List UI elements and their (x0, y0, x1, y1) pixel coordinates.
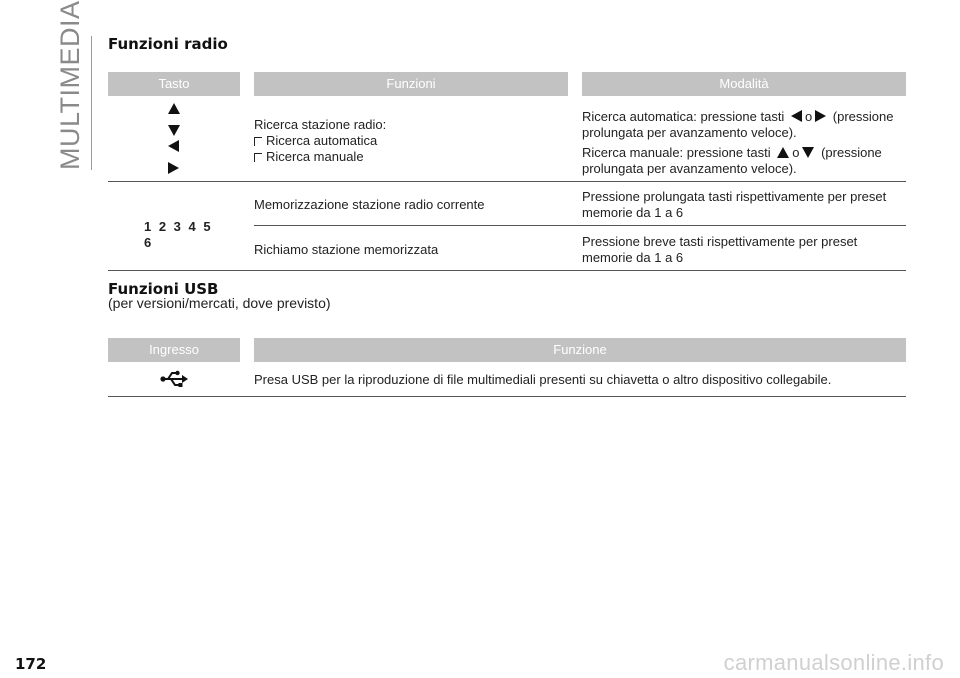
arrow-down-icon (168, 125, 180, 136)
bullet-icon (254, 137, 262, 146)
row-divider (254, 225, 906, 226)
page-number: 172 (15, 655, 47, 673)
usb-icon (160, 370, 188, 393)
store-station-function: Memorizzazione stazione radio corrente (254, 197, 485, 212)
section-side-label: MULTIMEDIA (55, 0, 85, 170)
search-functions (254, 117, 554, 165)
arrow-left-icon (791, 110, 802, 122)
arrow-left-icon (168, 140, 179, 152)
header-funzioni: Funzioni (386, 76, 436, 91)
bullet-icon (254, 153, 262, 162)
usb-section-title: Funzioni USB (108, 280, 219, 298)
mode-manual: Ricerca manuale: pressione tasti o (pressione prolungata per avanzamento veloce). (582, 145, 882, 176)
header-modalita: Modalità (719, 76, 769, 91)
search-item-manual: Ricerca manuale (254, 149, 554, 165)
arrow-up-icon (168, 103, 180, 114)
mode-auto: Ricerca automatica: pressione tasti o (pressione prolungata per avanzamento veloce). (582, 109, 894, 140)
store-station-mode: Pressione prolungata tasti rispettivamente per preset memorie da 1 a 6 (582, 189, 887, 220)
recall-station-mode: Pressione breve tasti rispettivamente per preset memorie da 1 a 6 (582, 234, 858, 265)
watermark: carmanualsonline.info (723, 650, 944, 675)
header-ingresso: Ingresso (149, 342, 199, 357)
table-bottom-rule (108, 396, 906, 397)
search-item-auto: Ricerca automatica (254, 133, 554, 149)
radio-section-title: Funzioni radio (108, 35, 228, 53)
header-tasto: Tasto (158, 76, 190, 91)
arrow-right-icon (168, 162, 179, 174)
usb-table-header (108, 338, 906, 362)
header-funzione: Funzione (553, 342, 607, 357)
usb-function: Presa USB per la riproduzione di file multimediali presenti su chiavetta o altro dispositivo collegabile. (254, 372, 832, 387)
side-divider (91, 36, 92, 170)
usb-subtitle: (per versioni/mercati, dove previsto) (108, 295, 331, 311)
recall-station-function: Richiamo stazione memorizzata (254, 242, 439, 257)
radio-table-header (108, 72, 906, 96)
search-intro: Ricerca stazione radio: (254, 117, 387, 132)
arrow-down-icon (802, 147, 814, 158)
preset-keys: 1 2 3 4 5 6 (144, 219, 213, 250)
search-modes (582, 109, 907, 177)
arrow-right-icon (815, 110, 826, 122)
arrow-up-icon (777, 147, 789, 158)
row-divider (108, 181, 906, 182)
table-bottom-rule (108, 270, 906, 271)
